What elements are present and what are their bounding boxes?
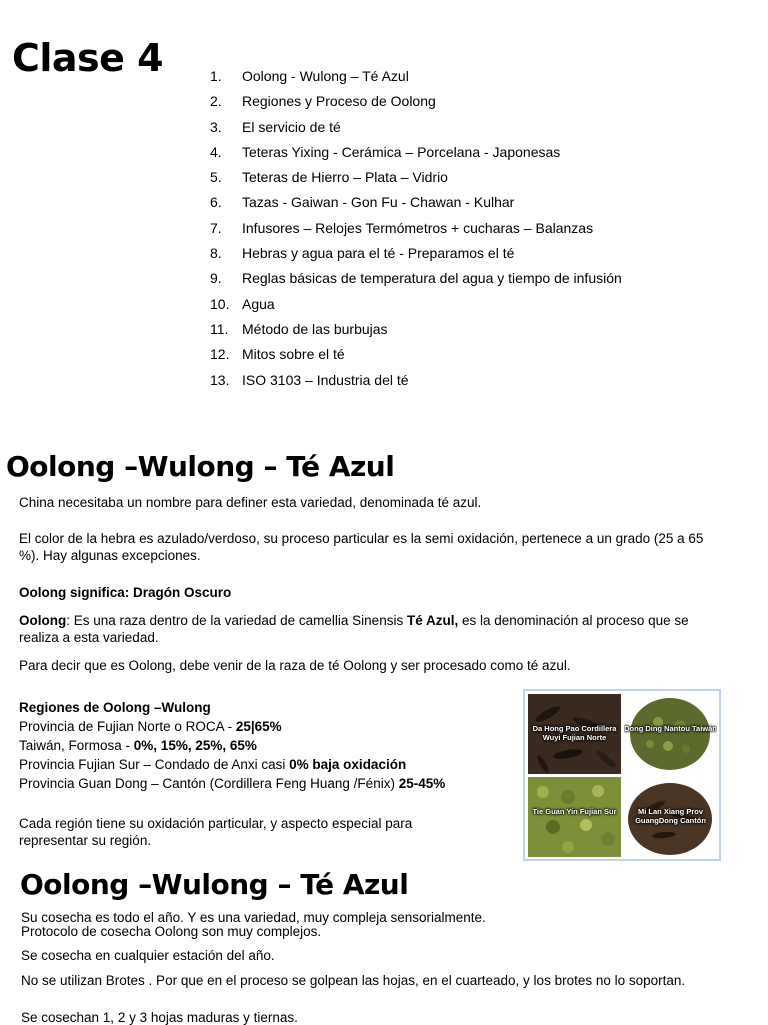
tea-image: Dong Ding Nantou Taiwán [624, 694, 717, 774]
paragraph: Protocolo de cosecha Oolong son muy complejos. [21, 924, 322, 939]
section-title: Oolong –Wulong – Té Azul [20, 868, 409, 901]
region-line: Provincia de Fujian Norte o ROCA - 25|65% [19, 719, 282, 734]
tea-leaves-image [528, 777, 621, 857]
toc-item: 7. Infusores – Relojes Termómetros + cucharas – Balanzas [210, 219, 594, 236]
paragraph: No se utilizan Brotes . Por que en el proceso se golpean las hojas, en el cuarteado, y los brotes no lo soportan. [21, 973, 686, 988]
toc-item: 10. Agua [210, 295, 275, 312]
region-line: Provincia Fujian Sur – Condado de Anxi casi 0% baja oxidación [19, 757, 407, 772]
table-of-contents [210, 66, 730, 395]
section-title: Oolong –Wulong – Té Azul [6, 450, 395, 483]
tea-leaves-image [624, 694, 717, 774]
paragraph: El color de la hebra es azulado/verdoso, su proceso particular es la semi oxidación, pertenece a un grado (25 a 65 %). Hay algunas excepciones. [19, 531, 704, 563]
toc-item: 8. Hebras y agua para el té - Preparamos el té [210, 245, 515, 262]
tea-images-collage [523, 689, 721, 861]
tea-image: Tie Guan Yin Fujian Sur [528, 777, 621, 857]
toc-item: 9. Reglas básicas de temperatura del agua y tiempo de infusión [210, 270, 622, 287]
toc-item: 1. Oolong - Wulong – Té Azul [210, 68, 409, 84]
toc-item: 6. Tazas - Gaiwan - Gon Fu - Chawan - Kulhar [210, 194, 515, 211]
region-line: Taiwán, Formosa - 0%, 15%, 25%, 65% [19, 738, 257, 753]
toc-item: 2. Regiones y Proceso de Oolong [210, 93, 436, 110]
region-line: Provincia Guan Dong – Cantón (Cordillera Feng Huang /Fénix) 25-45% [19, 776, 446, 791]
paragraph: Cada región tiene su oxidación particular, y aspecto especial para representar su región. [19, 816, 413, 848]
toc-item: 13. ISO 3103 – Industria del té [210, 371, 409, 388]
paragraph: China necesitaba un nombre para definer esta variedad, denominada té azul. [19, 495, 482, 510]
class-title: Clase 4 [12, 36, 164, 80]
toc-item: 4. Teteras Yixing - Cerámica – Porcelana - Japonesas [210, 143, 561, 160]
paragraph: Se cosechan 1, 2 y 3 hojas maduras y tiernas. [21, 1010, 298, 1025]
tea-image: Mi Lan Xiang Prov GuangDong Cantón [624, 777, 717, 857]
paragraph: Oolong: Es una raza dentro de la variedad de camellia Sinensis Té Azul, es la denominación al proceso que se realiza a esta variedad. [19, 613, 689, 645]
toc-item: 12. Mitos sobre el té [210, 346, 345, 363]
toc-item: 11. Método de las burbujas [210, 320, 388, 337]
toc-item: 5. Teteras de Hierro – Plata – Vidrio [210, 169, 448, 186]
paragraph: Para decir que es Oolong, debe venir de la raza de té Oolong y ser procesado como té azul. [19, 658, 571, 673]
toc-item: 3. El servicio de té [210, 118, 341, 135]
paragraph: Su cosecha es todo el año. Y es una variedad, muy compleja sensorialmente. [21, 910, 486, 925]
tea-image: Da Hong Pao Cordillera Wuyi Fujian Norte [528, 694, 621, 774]
paragraph-heading: Oolong significa: Dragón Oscuro [19, 585, 232, 600]
paragraph: Se cosecha en cualquier estación del año. [21, 948, 275, 963]
regions-heading: Regiones de Oolong –Wulong [19, 700, 211, 715]
